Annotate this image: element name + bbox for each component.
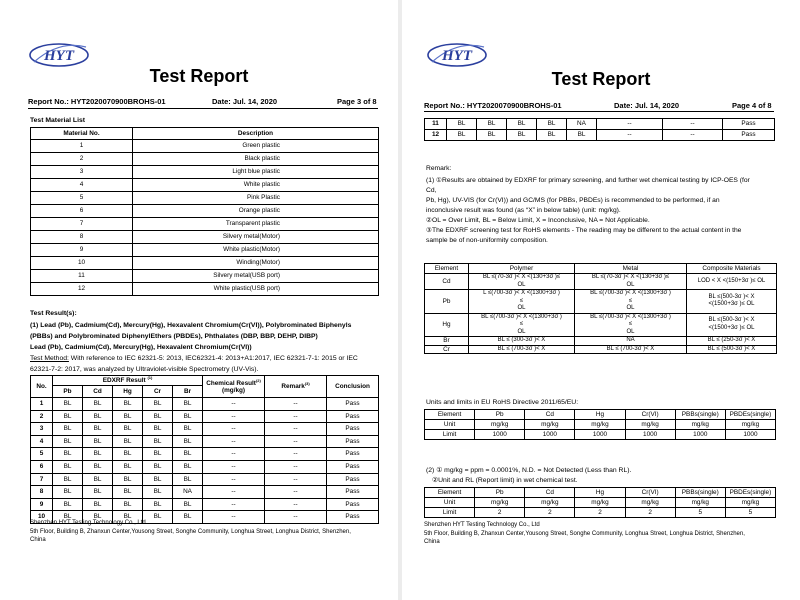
page-title: Test Report — [149, 66, 249, 86]
test-method-line-1: Test Method: With reference to IEC 62321-5: 2013, IEC62321-4: 2013+A1:2017, IEC 62321-7-1: 2015 or IEC — [30, 355, 358, 362]
svg-text:HYT: HYT — [44, 48, 74, 64]
table-row: 7 Transparent plastic — [31, 218, 379, 231]
table-row: 1 BL BL BL BL BL -- -- Pass — [31, 398, 379, 411]
table-row: Pb L ≤(700-3σ )< X <(1300+3σ ) ≤ OL BL ≤(700-3σ )< X <(1300+3σ ) ≤ OL BL ≤(500-3σ )< X <(1500+3σ )≤ OL — [425, 290, 777, 314]
table-row: Cr BL ≤ (700-3σ )< X BL ≤ (700-3σ )< X BL ≤ (500-3σ )< X — [425, 345, 777, 354]
table-row: 2 Black plastic — [31, 153, 379, 166]
table-row: 3 Light blue plastic — [31, 166, 379, 179]
footer-company: Shenzhen HYT Testing Technology Co., Ltd — [424, 522, 540, 528]
table-row: 8 Silvery metal(Motor) — [31, 231, 379, 244]
hyt-logo-icon — [426, 38, 488, 72]
table-row: 11 Silvery metal(USB port) — [31, 270, 379, 283]
report-number: Report No.: HYT2020070900BROHS-01 — [424, 101, 562, 110]
report-page-3 — [0, 0, 398, 600]
table-row: 12 BL BL BL BL BL -- -- Pass — [425, 130, 775, 141]
table-row: 3 BL BL BL BL BL -- -- Pass — [31, 423, 379, 436]
note-2-line-1: (2) ① mg/kg = ppm = 0.0001%, N.D. = Not Detected (Less than RL). — [426, 467, 632, 474]
footer-address: 5th Floor, Building B, Zhanxun Center,Yousong Street, Songhe Community, Longhua Street, Longhua District, Shenzhen, — [424, 531, 745, 537]
table-row: Unit mg/kg mg/kg mg/kg mg/kg mg/kg mg/kg — [425, 498, 776, 508]
table-row: Hg BL ≤(700-3σ )< X <(1300+3σ ) ≤ OL BL ≤(700-3σ )< X <(1300+3σ ) ≤ OL BL ≤(500-3σ )< X <(1500+3σ )≤ OL — [425, 313, 777, 337]
table-row: 9 BL BL BL BL BL -- -- Pass — [31, 498, 379, 511]
page-title: Test Report — [551, 69, 651, 89]
results-line-2: (PBBs) and Polybrominated DiphenylEthers (PBDEs), Phthalates (DBP, BBP, DEHP, DIBP) — [30, 333, 318, 340]
results-table: No. EDXRF Result $^{(1)}$ Chemical Result$^{(2)}$ (mg/kg) Remark$^{(3)}$ Conclusion Pb Cd Hg Cr Br 1 BL BL BL BL BL -- -- Pass 2 BL BL BL BL BL -- -- Pass 3 BL BL BL BL BL -- -- Pass 4 BL BL BL BL BL -- -- Pass 5 BL BL BL BL BL -- -- Pass 6 BL BL BL BL BL -- -- Pass 7 BL BL BL BL BL -- -- Pass 8 BL BL BL BL NA -- -- Pass 9 BL BL BL BL BL -- -- Pass 10 BL BL BL BL BL -- -- Pass — [30, 375, 379, 524]
footer-address: 5th Floor, Building B, Zhanxun Center,Yousong Street, Songhe Community, Longhua Street, Longhua District, Shenzhen, — [30, 529, 351, 535]
hyt-logo — [426, 38, 488, 72]
table-row: 5 Pink Plastic — [31, 192, 379, 205]
table-row: Br BL ≤ (300-3σ )< X NA BL ≤ (250-3σ )< X — [425, 337, 777, 346]
footer-country: China — [424, 539, 440, 545]
screening-limits-table: Element Polymer Metal Composite Materials Cd BL ≤(70-3σ )< X <(130+3σ )≤ OL BL ≤(70-3σ )< X <(130+3σ )≤ OL LOD < X <(150+3σ )≤ OL Pb L ≤(700-3σ )< X <(1300+3σ ) ≤ OL BL ≤(700-3σ )< X <(1300+3σ ) ≤ OL BL ≤(500-3σ )< X <(1500+3σ )≤ OL Hg BL ≤(700-3σ )< X <(1300+3σ ) ≤ OL BL ≤(700-3σ )< X <(1300+3σ ) ≤ OL BL ≤(500-3σ )< X <(1500+3σ )≤ OL Br BL ≤ (300-3σ )< X NA BL ≤ (250-3σ )< X Cr BL ≤ (700-3σ )< X BL ≤ (700-3σ )< X BL ≤ (500-3σ )< X — [424, 263, 777, 354]
page-number: Page 3 of 8 — [337, 97, 377, 106]
report-number: Report No.: HYT2020070900BROHS-01 — [28, 97, 166, 106]
footer-company: Shenzhen HYT Testing Technology Co., Ltd — [30, 520, 146, 526]
table-row: 10 Winding(Motor) — [31, 257, 379, 270]
table-row: 6 BL BL BL BL BL -- -- Pass — [31, 460, 379, 473]
remark-header: Remark$^{(3)}$ — [265, 376, 327, 398]
table-row: 9 White plastic(Motor) — [31, 244, 379, 257]
chemical-header: Chemical Result$^{(2)}$ (mg/kg) — [203, 376, 265, 398]
note-2-line-2: ②Unit and RL (Report limit) in wet chemical test. — [432, 477, 578, 484]
table-row: Unit mg/kg mg/kg mg/kg mg/kg mg/kg mg/kg — [425, 420, 776, 430]
test-results-caption: Test Result(s): — [30, 310, 77, 317]
report-date: Date: Jul. 14, 2020 — [614, 101, 680, 110]
table-row: Cd BL ≤(70-3σ )< X <(130+3σ )≤ OL BL ≤(70-3σ )< X <(130+3σ )≤ OL LOD < X <(150+3σ )≤ OL — [425, 274, 777, 290]
report-page-4 — [402, 0, 800, 600]
test-method-label: Test Method: — [30, 355, 69, 362]
table-row: 4 White plastic — [31, 179, 379, 192]
footer-country: China — [30, 537, 46, 543]
table-row: 8 BL BL BL BL NA -- -- Pass — [31, 486, 379, 499]
table-row: 6 Orange plastic — [31, 205, 379, 218]
header-rule — [424, 111, 774, 112]
table-row: 1 Green plastic — [31, 140, 379, 153]
test-method-line-2: 62321-7-2: 2017, was analyzed by Ultraviolet-visible Spectrometry (UV-Vis). — [30, 366, 259, 373]
report-date: Date: Jul. 14, 2020 — [212, 97, 278, 106]
table-row: Limit 1000 1000 1000 1000 1000 1000 — [425, 430, 776, 440]
material-no-header: Material No. — [31, 128, 133, 140]
table-row: 2 BL BL BL BL BL -- -- Pass — [31, 410, 379, 423]
table-row: 11 BL BL BL BL NA -- -- Pass — [425, 119, 775, 130]
table-row: 12 White plastic(USB port) — [31, 283, 379, 296]
material-list-table — [30, 127, 379, 296]
results-line-1: (1) Lead (Pb), Cadmium(Cd), Mercury(Hg), Hexavalent Chromium(Cr(VI)), Polybrominated Biphenyls — [30, 322, 352, 329]
table-row: 4 BL BL BL BL BL -- -- Pass — [31, 435, 379, 448]
table-row: 5 BL BL BL BL BL -- -- Pass — [31, 448, 379, 461]
edxrf-header: EDXRF Result $^{(1)}$ — [53, 376, 203, 386]
table-row: Limit 2 2 2 2 5 5 — [425, 508, 776, 518]
results-line-3: Lead (Pb), Cadmium(Cd), Mercury(Hg), Hexavalent Chromium(Cr(VI)) — [30, 344, 252, 351]
table-row: 7 BL BL BL BL BL -- -- Pass — [31, 473, 379, 486]
no-header: No. — [31, 376, 53, 398]
eu-limits-table: Element Pb Cd Hg Cr(VI) PBBs(single) PBDEs(single) Unit mg/kg mg/kg mg/kg mg/kg mg/kg mg/kg Limit 1000 1000 1000 1000 1000 1000 — [424, 409, 776, 440]
table-row: 10 BL BL BL BL BL -- -- Pass — [31, 511, 379, 524]
description-header: Description — [133, 128, 379, 140]
remark-title: Remark: — [426, 165, 452, 172]
material-list-caption: Test Material List — [30, 117, 86, 124]
page-number: Page 4 of 8 — [732, 101, 772, 110]
eu-limits-caption: Units and limits in EU RoHS Directive 2011/65/EU: — [426, 399, 579, 406]
conclusion-header: Conclusion — [327, 376, 379, 398]
header-rule — [28, 108, 378, 109]
svg-text:HYT: HYT — [442, 48, 472, 64]
results-table-continued — [424, 118, 775, 141]
report-limit-table: Element Pb Cd Hg Cr(VI) PBBs(single) PBDEs(single) Unit mg/kg mg/kg mg/kg mg/kg mg/kg mg/kg Limit 2 2 2 2 5 5 — [424, 487, 776, 518]
remark-block: (1) ①Results are obtained by EDXRF for primary screening, and further wet chemical testing by ICP-OES (for Cd, Pb, Hg), UV-VIS (for Cr(VI)) and GC/MS (for PBBs, PBDEs) is recommended to be performed, if an inconclusive result was found (as “X” in below table) (unit: mg/kg). ②OL = Over Limit, BL = Below Limit, X = Inconclusive, NA = Not Applicable. ③The EDXRF screening test for RoHS elements - The reading may be different to the actual content in the sample be of non-uniformity composition. — [426, 177, 750, 244]
